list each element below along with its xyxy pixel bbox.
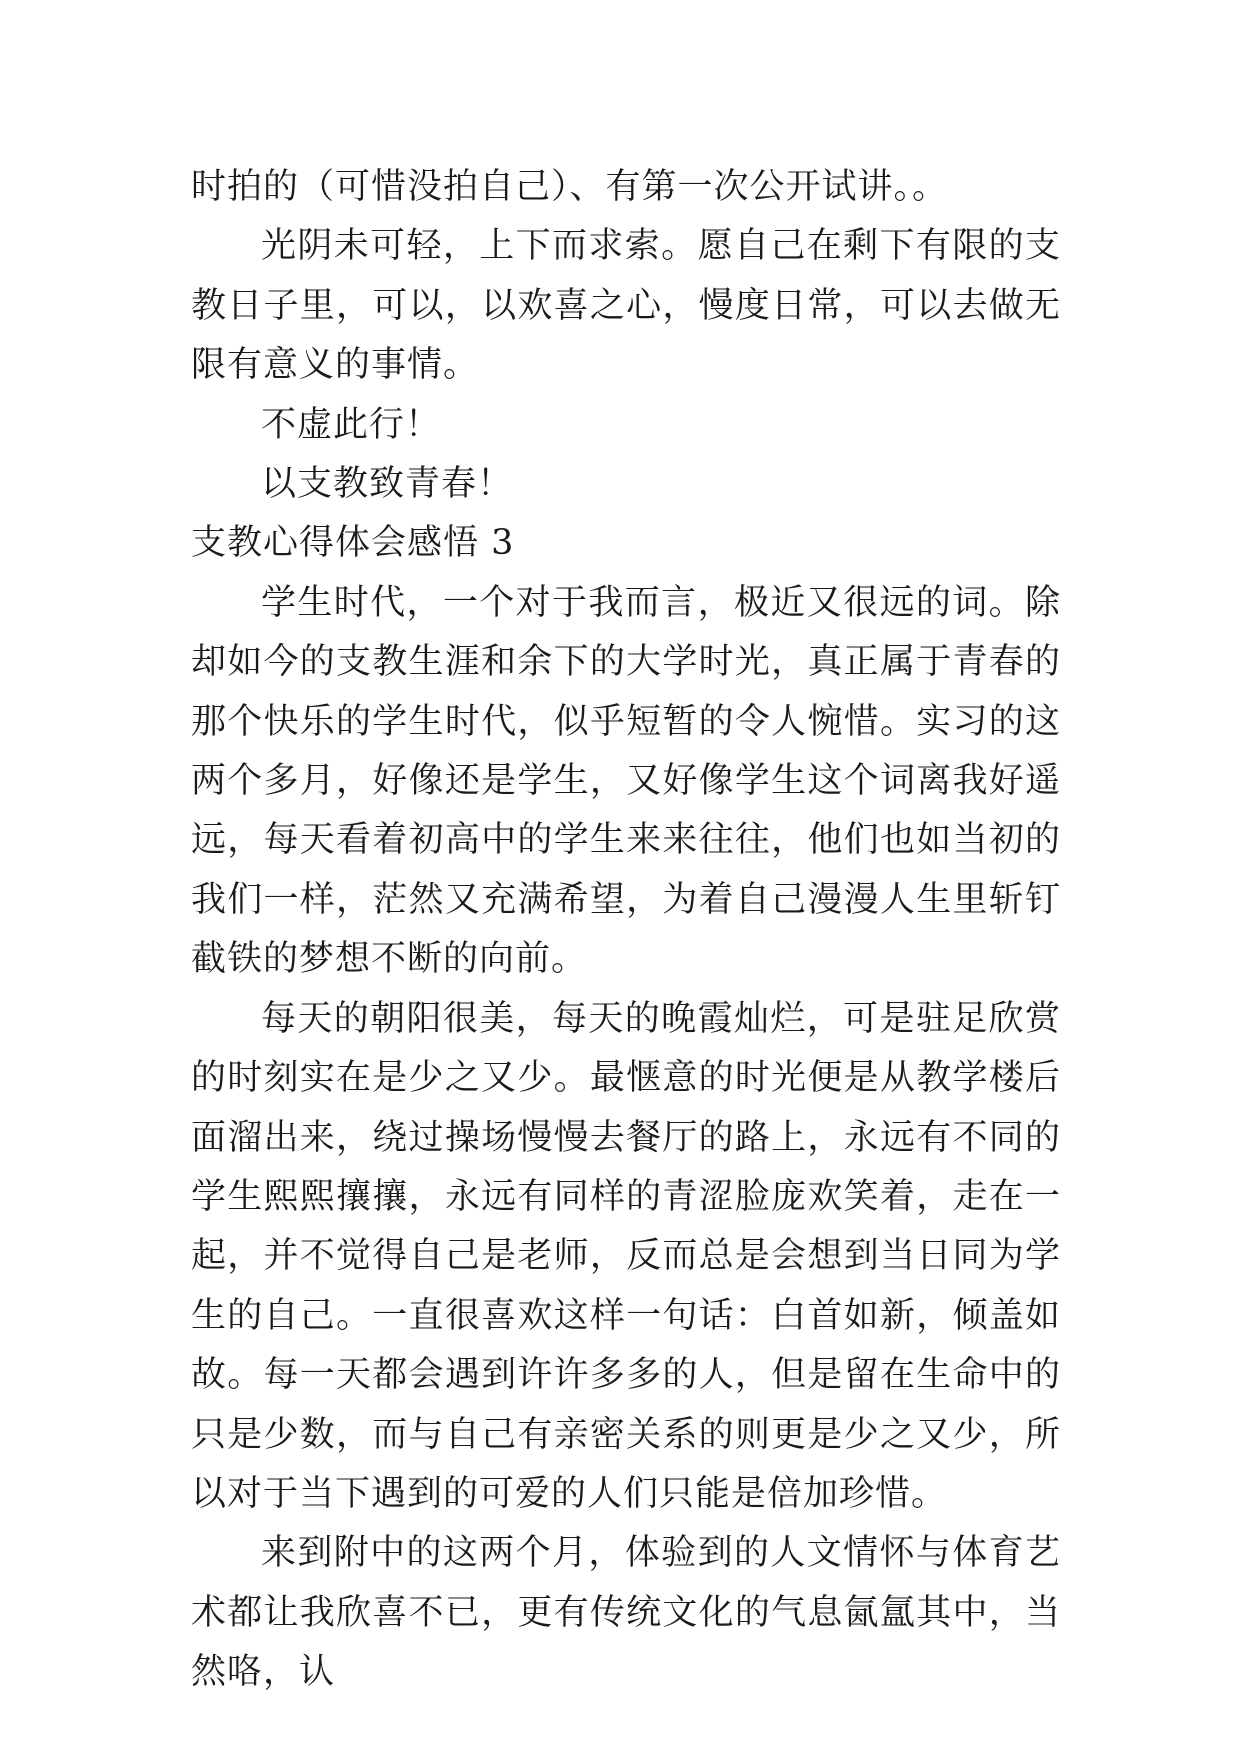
paragraph-student-era: 学生时代，一个对于我而言，极近又很远的词。除却如今的支教生涯和余下的大学时光，真正属于青春的那个快乐的学生时代，似乎短暂的令人惋惜。实习的这两个多月，好像还是学生，又好像学生这个词离我好遥远，每天看着初高中的学生来来往往，他们也如当初的我们一样，茫然又充满希望，为着自己漫漫人生里斩钉截铁的梦想不断的向前。 <box>191 582 1061 980</box>
document-body <box>191 158 1061 1703</box>
paragraph-closing-reflection: 光阴未可轻，上下而求索。愿自己在剩下有限的支教日子里，可以，以欢喜之心，慢度日常，可以去做无限有意义的事情。 <box>191 226 1061 386</box>
paragraph-daily-life: 每天的朝阳很美，每天的晚霞灿烂，可是驻足欣赏的时刻实在是少之又少。最惬意的时光便是从教学楼后面溜出来，绕过操场慢慢去餐厅的路上，永远有不同的学生熙熙攘攘，永远有同样的青涩脸庞欢笑着，走在一起，并不觉得自己是老师，反而总是会想到当日同为学生的自己。一直很喜欢这样一句话：白首如新，倾盖如故。每一天都会遇到许许多多的人，但是留在生命中的只是少数，而与自己有亲密关系的则更是少之又少，所以对于当下遇到的可爱的人们只能是倍加珍惜。 <box>191 998 1061 1514</box>
paragraph-continued: 时拍的（可惜没拍自己）、有第一次公开试讲。。 <box>191 167 949 207</box>
paragraph-exclamation-2: 以支教致青春！ <box>261 464 514 505</box>
paragraph-two-months: 来到附中的这两个月，体验到的人文情怀与体育艺术都让我欣喜不已，更有传统文化的气息氤氲其中，当然咯，认 <box>191 1533 1061 1693</box>
section-heading: 支教心得体会感悟 3 <box>191 523 515 564</box>
paragraph-exclamation-1: 不虚此行！ <box>261 404 442 445</box>
